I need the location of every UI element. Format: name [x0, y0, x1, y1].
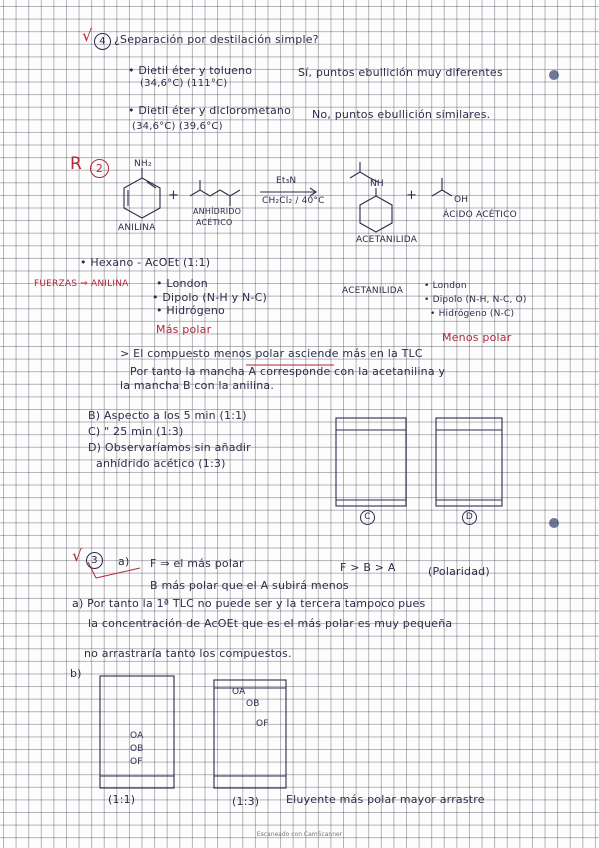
check-mark-3: √ [72, 546, 83, 565]
question-number-4: 4 [94, 33, 111, 50]
item-b: B) Aspecto a los 5 min (1:1) [88, 409, 247, 422]
spot-right-b: OB [246, 699, 260, 709]
polarity-label: (Polaridad) [428, 565, 490, 578]
polarity-order: F > B > A [340, 561, 396, 574]
item-d-2: anhídrido acético (1:3) [96, 457, 226, 470]
spot-left-a: OA [130, 731, 144, 741]
spot-left-b: OB [130, 744, 144, 754]
q4-pair-1: • Dietil éter y tolueno [128, 64, 253, 77]
ratio-right: (1:3) [232, 795, 260, 808]
acetanilide-force-2: • Dipolo (N-H, N-C, O) [424, 295, 527, 305]
acetanilide-force-3: • Hidrógeno (N-C) [430, 309, 515, 319]
oh-label: OH [454, 195, 469, 205]
spot-right-f: OF [256, 719, 269, 729]
q3-line-3: a) Por tanto la 1ª TLC no puede ser y la tercera tampoco pues [72, 597, 426, 610]
binder-hole [549, 518, 559, 528]
spot-right-a: OA [232, 687, 246, 697]
mas-polar-label: Más polar [156, 323, 212, 336]
plus-sign-1: + [168, 188, 180, 203]
part-a-label: a) [118, 555, 130, 568]
menos-polar-label: Menos polar [442, 331, 512, 344]
anilina-label: ANILINA [118, 223, 156, 233]
acetico-label: ACÉTICO [196, 218, 233, 227]
check-mark: √ [82, 26, 93, 45]
reagent-bottom: CH₂Cl₂ / 40°C [262, 196, 325, 206]
q4-answer-2: No, puntos ebullición similares. [312, 108, 491, 121]
q4-answer-1: Sí, puntos ebullición muy diferentes [298, 66, 503, 79]
tlc-plate-c [336, 418, 406, 506]
q4-pair-2: • Dietil éter y diclorometano [128, 104, 291, 117]
nh2-label: NH₂ [134, 159, 152, 169]
margin-mark: R [70, 154, 83, 174]
q3-line-4: la concentración de AcOEt que es el más polar es muy pequeña [88, 617, 453, 630]
eluent-line: • Hexano - AcOEt (1:1) [80, 256, 211, 269]
plate-c-label: C [360, 510, 375, 525]
q4-title: ¿Separación por destilación simple? [114, 33, 319, 46]
q3-line-1: F ⇒ el más polar [150, 557, 244, 570]
conclusion-line-1: > El compuesto menos polar asciende más en la TLC [120, 347, 423, 360]
q3-line-5: no arrastraría tanto los compuestos. [84, 647, 292, 660]
item-d-1: D) Observaríamos sin añadir [88, 441, 251, 454]
question-number-2: 2 [90, 159, 109, 178]
acido-acetico-label: ÁCIDO ACÉTICO [443, 210, 517, 220]
anhidrido-label: ANHÍDRIDO [193, 207, 242, 216]
spot-left-f: OF [130, 757, 143, 767]
aniline-ring [124, 178, 160, 218]
scanner-footer: Escaneado con CamScanner [256, 831, 343, 838]
q4-pair-2-bp: (34,6°C) (39,6°C) [132, 121, 223, 132]
q4-pair-1-bp: (34,6°C) (111°C) [140, 78, 228, 89]
conclusion-line-2: Por tanto la mancha A corresponde con la acetanilina y [130, 365, 446, 378]
conclusion-eluent: Eluyente más polar mayor arrastre [286, 793, 485, 806]
acetanilide-ring [360, 196, 392, 232]
ratio-left: (1:1) [108, 793, 136, 806]
tlc-plate-right [214, 680, 286, 788]
q3-line-2: B más polar que el A subirá menos [150, 579, 349, 592]
acetanilide-forces-title: ACETANILIDA [342, 286, 404, 296]
anhydride-chain [190, 190, 240, 196]
reagent-top: Et₃N [276, 176, 297, 186]
part-b-label: b) [70, 667, 82, 680]
conclusion-line-3: la mancha B con la anilina. [120, 379, 275, 392]
aniline-force-2: • Dipolo (N-H y N-C) [152, 291, 267, 304]
aniline-force-3: • Hidrógeno [156, 304, 225, 317]
plate-d-label: D [462, 510, 477, 525]
acetanilide-force-1: • London [424, 281, 467, 291]
tlc-plate-d [436, 418, 502, 506]
question-number-3: 3 [86, 552, 103, 569]
aniline-force-1: • London [156, 277, 208, 290]
binder-hole [549, 70, 559, 80]
item-c: C) " 25 min (1:3) [88, 425, 184, 438]
fuerzas-label: FUERZAS ⇒ ANILINA [34, 279, 129, 289]
plus-sign-2: + [406, 188, 418, 203]
nh-label: NH [370, 179, 384, 189]
acetanilida-label: ACETANILIDA [356, 235, 418, 245]
